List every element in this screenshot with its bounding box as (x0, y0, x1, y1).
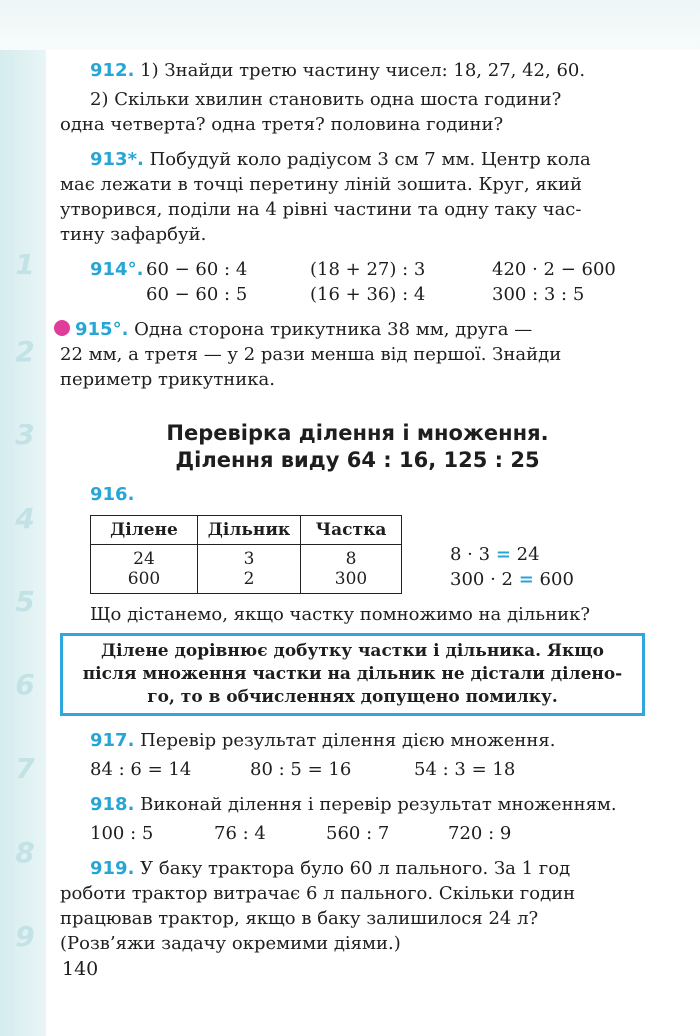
exercise-number: 916. (90, 484, 135, 505)
side-number: 1 (15, 248, 35, 281)
exercise-text: Побудуй коло радіусом 3 см 7 мм. Центр кола (149, 149, 591, 170)
exercise-number: 918. (90, 794, 135, 815)
division-table (90, 515, 402, 594)
exercise-914 (60, 257, 645, 307)
exercise-915 (54, 317, 645, 392)
exercise-918 (60, 792, 645, 846)
exercise-919 (60, 856, 645, 956)
exercise-text: Одна сторона трикутника 38 мм, друга — (134, 319, 533, 340)
bullet-dot-icon (54, 320, 70, 336)
check-equation: 300 · 2 = 600 (450, 569, 574, 590)
expression: 80 : 5 = 16 (250, 759, 352, 780)
expression: (16 + 36) : 4 (310, 284, 426, 305)
exercise-number: 913*. (90, 149, 144, 170)
exercise-912 (60, 58, 645, 137)
exercise-text: У баку трактора було 60 л пального. За 1 год (140, 858, 571, 879)
side-number: 4 (15, 502, 35, 535)
exercise-text: 22 мм, а третя — у 2 рази менша від першої. Знайди (60, 344, 562, 365)
side-number: 6 (15, 668, 35, 701)
exercise-text: (Розв’яжи задачу окремими діями.) (60, 933, 401, 954)
section-title-line: Перевірка ділення і множення. (166, 421, 549, 445)
table-cell: 600 (91, 569, 198, 594)
side-number: 2 (15, 335, 35, 368)
exercise-913 (60, 147, 645, 247)
section-title-line: Ділення виду 64 : 16, 125 : 25 (175, 448, 540, 472)
table-cell: 2 (198, 569, 301, 594)
exercise-text: працював трактор, якщо в баку залишилося 24 л? (60, 908, 539, 929)
expression: 54 : 3 = 18 (414, 759, 516, 780)
expression: 60 − 60 : 4 (146, 259, 248, 280)
table-header: Ділене (91, 516, 198, 545)
exercise-text: роботи трактор витрачає 6 л пального. Скільки годин (60, 883, 576, 904)
exercise-text: одна четверта? одна третя? половина години? (60, 114, 504, 135)
exercise-number: 914°. (90, 259, 144, 280)
rule-text: Ділене дорівнює добутку частки і дільника. Якщо (100, 641, 605, 661)
exercise-text: 2) Скільки хвилин становить одна шоста години? (90, 89, 562, 110)
expression: 300 : 3 : 5 (492, 284, 585, 305)
exercise-number: 912. (90, 60, 135, 81)
rule-text: після множення частки на дільник не дістали ділено- (82, 664, 623, 684)
table-header: Дільник (198, 516, 301, 545)
exercise-number: 915°. (75, 319, 129, 340)
side-band (0, 50, 46, 1036)
exercise-text: утворився, поділи на 4 рівні частини та одну таку час- (60, 199, 582, 220)
table-cell: 24 (91, 545, 198, 570)
table-cell: 8 (301, 545, 402, 570)
table-cell: 3 (198, 545, 301, 570)
expression: 560 : 7 (326, 823, 390, 844)
exercise-917 (60, 728, 645, 782)
expression: (18 + 27) : 3 (310, 259, 426, 280)
exercise-number: 917. (90, 730, 135, 751)
rule-box (60, 633, 645, 716)
check-equations (450, 542, 574, 594)
exercise-number: 919. (90, 858, 135, 879)
exercise-text: периметр трикутника. (60, 369, 275, 390)
exercise-text: тину зафарбуй. (60, 224, 207, 245)
page-number: 140 (62, 958, 99, 980)
section-title (70, 420, 645, 474)
side-number: 3 (15, 418, 35, 451)
side-number: 5 (15, 585, 35, 618)
expression: 60 − 60 : 5 (146, 284, 248, 305)
exercise-916 (60, 482, 645, 627)
exercise-question: Що дістанемо, якщо частку помножимо на дільник? (90, 604, 590, 625)
rule-text: го, то в обчисленнях допущено помилку. (147, 687, 558, 707)
expression: 420 · 2 − 600 (492, 259, 616, 280)
expression: 720 : 9 (448, 823, 512, 844)
side-number: 7 (15, 752, 35, 785)
check-equation: 8 · 3 = 24 (450, 544, 540, 565)
exercise-text: Виконай ділення і перевір результат множенням. (140, 794, 617, 815)
expression: 76 : 4 (214, 823, 266, 844)
table-header: Частка (301, 516, 402, 545)
top-band (0, 0, 700, 50)
table-cell: 300 (301, 569, 402, 594)
page-content (60, 58, 645, 956)
expression: 100 : 5 (90, 823, 154, 844)
exercise-text: Перевір результат ділення дією множення. (140, 730, 556, 751)
exercise-text: 1) Знайди третю частину чисел: 18, 27, 42, 60. (140, 60, 586, 81)
side-number: 8 (15, 836, 35, 869)
exercise-text: має лежати в точці перетину ліній зошита. Круг, який (60, 174, 582, 195)
expression: 84 : 6 = 14 (90, 759, 192, 780)
side-number: 9 (15, 920, 35, 953)
